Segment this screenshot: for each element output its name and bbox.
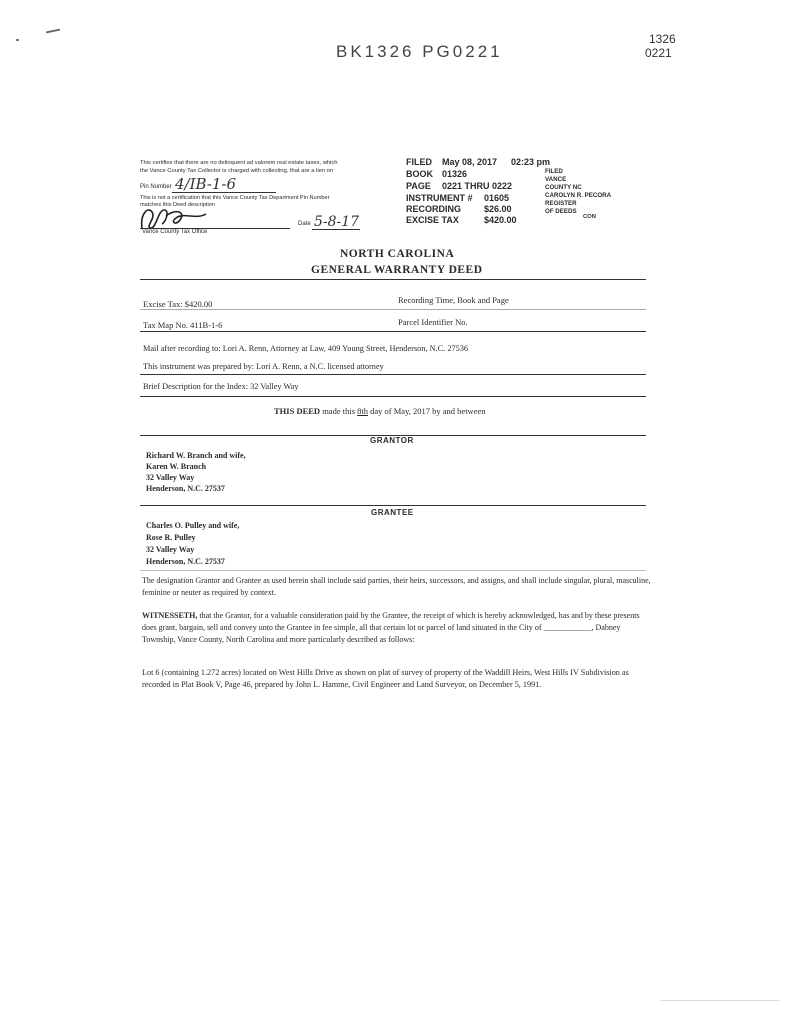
book-page-stamp: BK1326 PG0221 bbox=[336, 42, 503, 61]
tax-map-rule bbox=[140, 331, 646, 332]
grantor-line-4: Henderson, N.C. 27537 bbox=[146, 484, 225, 493]
scan-mark bbox=[46, 29, 60, 34]
deed-day: 8th bbox=[357, 406, 369, 416]
parcel-id-field: Parcel Identifier No. bbox=[398, 317, 468, 327]
stamp-name: CAROLYN R. PECORA bbox=[545, 192, 612, 199]
page-value: 0221 THRU 0222 bbox=[442, 181, 513, 191]
page-ref-bottom: 0221 bbox=[645, 46, 672, 60]
grantor-line-2: Karen W. Branch bbox=[146, 462, 207, 471]
mail-after-field: Mail after recording to: Lori A. Renn, Attorney at Law, 409 Young Street, Henderson, N.C. 27536 bbox=[143, 344, 469, 353]
tax-cert-line-1: This certifies that there are no delinquent ad valorem real estate taxes, which bbox=[140, 160, 338, 166]
prepared-by-field: This instrument was prepared by: Lori A. Renn, a N.C. licensed attorney bbox=[143, 362, 384, 371]
brief-desc-field: Brief Description for the Index: 32 Valley Way bbox=[143, 382, 299, 391]
stamp-vance: VANCE bbox=[545, 176, 567, 183]
not-cert-line-1: This is not a certification that this Vance County Tax Department Pin Number bbox=[140, 195, 330, 201]
title-rule bbox=[140, 279, 646, 280]
tax-map-field: Tax Map No. 411B-1-6 bbox=[143, 320, 223, 330]
excise-rule bbox=[140, 309, 646, 310]
recording-label: RECORDING bbox=[406, 204, 462, 214]
book-label: BOOK bbox=[406, 169, 433, 179]
filed-time: 02:23 pm bbox=[511, 157, 551, 167]
tax-cert-line-2: the Vance County Tax Collector is charged with collecting, that are a lien on bbox=[140, 168, 334, 174]
stamp-register: REGISTER bbox=[545, 200, 577, 207]
pin-label: Pin Number bbox=[140, 184, 172, 190]
designation-paragraph: The designation Grantor and Grantee as used herein shall include said parties, their heirs, successors, and assigns, and shall include singular, plural, masculine, feminine or neuter as required by context. bbox=[142, 576, 651, 597]
grantee-line-2: Rose R. Pulley bbox=[146, 533, 196, 542]
filed-date: May 08, 2017 bbox=[442, 157, 498, 167]
deed-date-line bbox=[274, 406, 486, 416]
book-value: 01326 bbox=[442, 169, 468, 179]
grantee-rule bbox=[140, 505, 646, 506]
deed-made-this: made this bbox=[322, 406, 356, 416]
not-cert-line-2: matches this Deed description bbox=[140, 202, 215, 208]
page-label: PAGE bbox=[406, 181, 431, 191]
scan-mark-dot bbox=[16, 39, 19, 41]
stamp-county: COUNTY NC bbox=[545, 184, 582, 191]
tax-office-label: Vance County Tax Office bbox=[142, 229, 208, 235]
deed-prefix: THIS DEED bbox=[274, 406, 321, 416]
witnesseth-paragraph bbox=[142, 610, 654, 646]
grantee-heading: GRANTEE bbox=[371, 508, 414, 517]
witnesseth-label: WITNESSETH, bbox=[142, 611, 198, 620]
excise-tax-field: Excise Tax: $420.00 bbox=[143, 299, 213, 309]
witnesseth-text: that the Grantor, for a valuable consideration paid by the Grantee, the receipt of which is hereby acknowledged, has and by these presents does grant, bargain, sell and convey unto the Grantee in fee simple, all that certain lot or parcel of land situated in the City of ____________, Dabney Township, Vance County, North Carolina and more particularly described as follows: bbox=[142, 611, 640, 644]
grantor-line-3: 32 Valley Way bbox=[146, 473, 195, 482]
brief-rule bbox=[140, 396, 646, 397]
date-label: Date bbox=[298, 221, 311, 227]
title-deed-type: GENERAL WARRANTY DEED bbox=[311, 264, 483, 276]
prepared-rule bbox=[140, 374, 646, 375]
date-handwritten: 5-8-17 bbox=[314, 214, 360, 230]
stamp-deeds: OF DEEDS bbox=[545, 208, 577, 215]
pin-handwritten: 4/IB-1-6 bbox=[175, 175, 237, 193]
deed-date-rest: day of May, 2017 by and between bbox=[370, 406, 486, 416]
title-state: NORTH CAROLINA bbox=[340, 248, 455, 260]
grantee-bottom-rule bbox=[140, 570, 646, 571]
excise-value: $420.00 bbox=[484, 215, 517, 225]
scan-bottom-line bbox=[660, 1000, 780, 1001]
grantor-line-1: Richard W. Branch and wife, bbox=[146, 451, 246, 460]
grantee-line-1: Charles O. Pulley and wife, bbox=[146, 521, 240, 530]
stamp-con: CON bbox=[583, 214, 596, 220]
instrument-value: 01605 bbox=[484, 193, 510, 203]
grantee-line-4: Henderson, N.C. 27537 bbox=[146, 557, 225, 566]
lot-description: Lot 6 (containing 1.272 acres) located on West Hills Drive as shown on plat of survey of property of the Waddill Heirs, West Hills IV Subdivision as recorded in Plat Book V, Page 46, prepared by John L. Hamme, Civil Engineer and Land Surveyor, on December 5, 1991. bbox=[142, 668, 629, 689]
excise-label: EXCISE TAX bbox=[406, 215, 459, 225]
page-ref-top: 1326 bbox=[649, 32, 676, 46]
recording-time-field: Recording Time, Book and Page bbox=[398, 295, 509, 305]
recording-value: $26.00 bbox=[484, 204, 512, 214]
filed-label: FILED bbox=[406, 157, 432, 167]
stamp-filed: FILED bbox=[545, 168, 563, 175]
instrument-label: INSTRUMENT # bbox=[406, 193, 473, 203]
grantee-line-3: 32 Valley Way bbox=[146, 545, 195, 554]
grantor-heading: GRANTOR bbox=[370, 436, 414, 445]
